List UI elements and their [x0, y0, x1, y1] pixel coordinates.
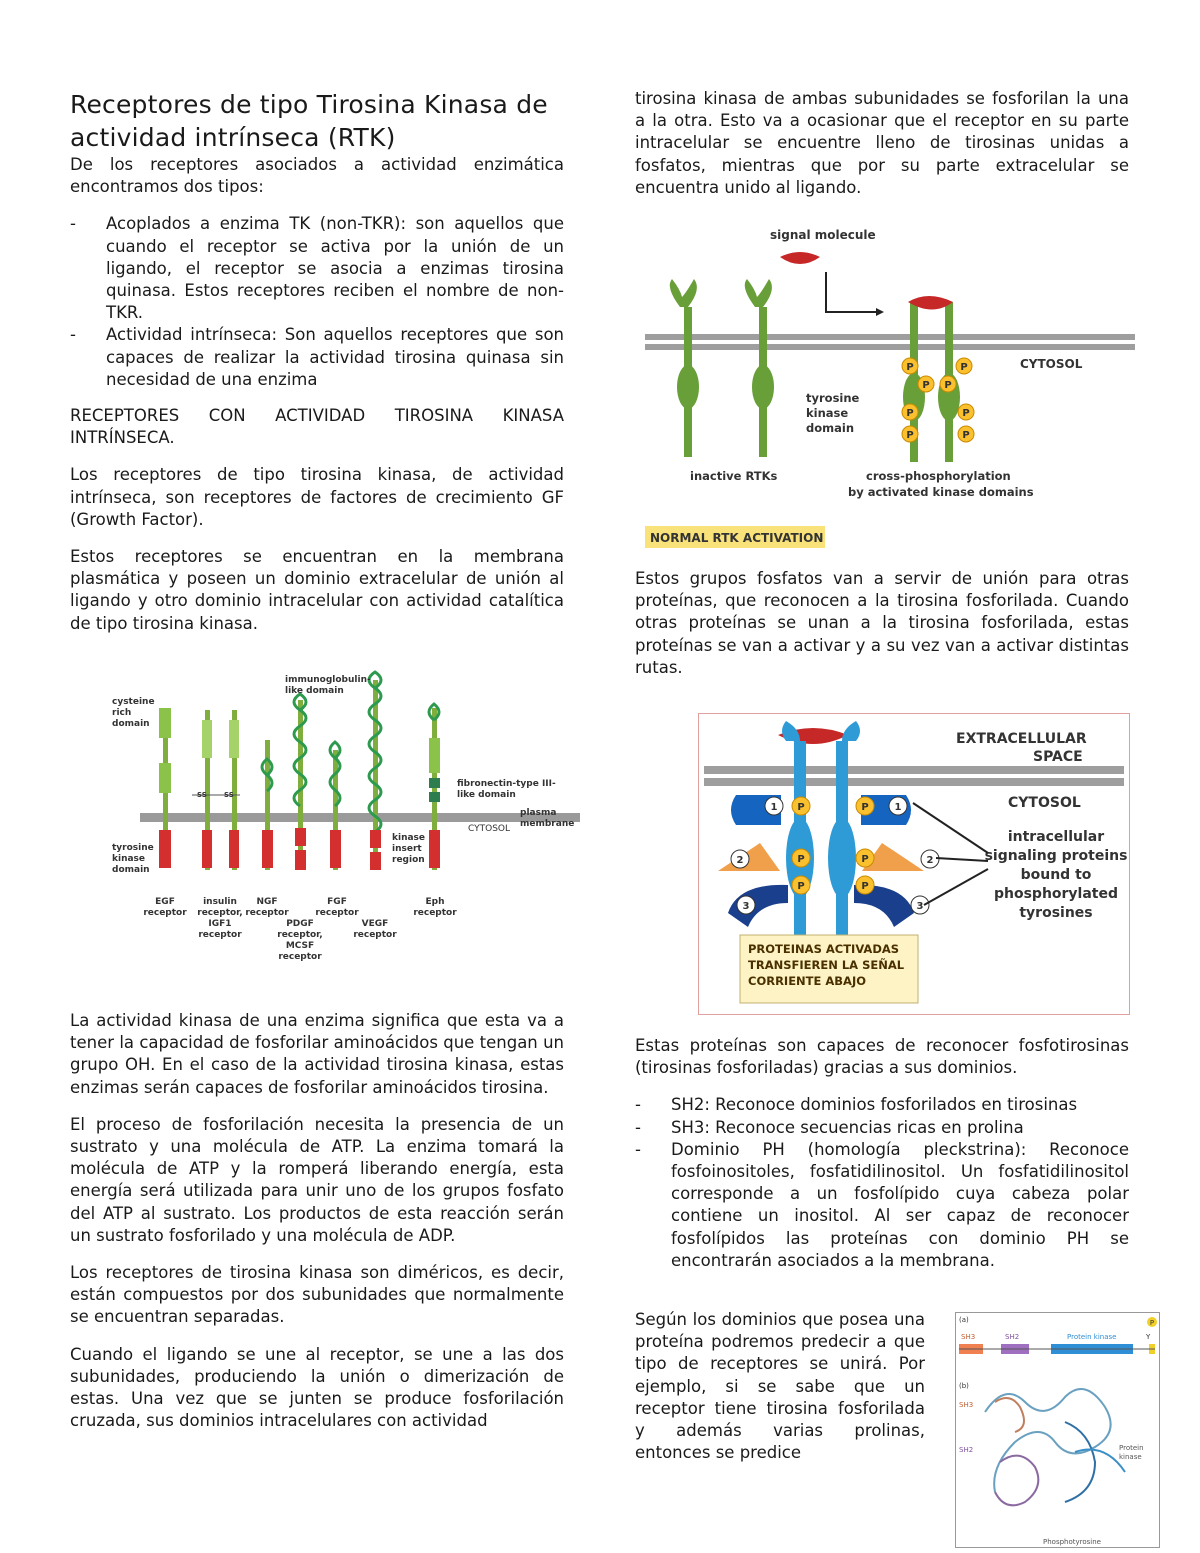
label-a: (a): [959, 1316, 969, 1324]
paragraph: Según los dominios que posea una proteína podremos predecir a que tipo de receptores se unirá. Por ejemplo, si se sabe que un receptor tiene tirosina fosforilada y además varias prolinas, entonces se predice: [635, 1310, 925, 1463]
paragraph: Estas proteínas son capaces de reconocer fosfotirosinas (tirosinas fosforiladas) gracias a sus dominios.: [635, 1036, 1129, 1078]
paragraph: tirosina kinasa de ambas subunidades se fosforilan la una a la otra. Esto va a ocasionar que el receptor en su parte intracelular se encuentre lleno de tirosinas unidas a fosfatos, mientras que por su parte extracelular se encuentra unido al ligando.: [635, 89, 1129, 197]
domain-number: 1: [894, 802, 902, 813]
label-kinase-insert: kinase: [392, 833, 426, 843]
list-item: - SH3: Reconoce secuencias ricas en prolina: [635, 1117, 1129, 1139]
receptor-name: receptor: [413, 908, 457, 918]
receptor-name: receptor: [278, 952, 322, 962]
receptor-name: receptor: [198, 930, 242, 940]
label-membrane: membrane: [520, 819, 575, 829]
label-domain: domain: [112, 719, 150, 729]
domain-number: 2: [736, 855, 744, 866]
label-phosphotyrosine: Phosphotyrosine: [1043, 1538, 1101, 1546]
domain-number: 3: [742, 901, 750, 912]
label-ss: SS: [224, 791, 234, 799]
receptor-name: receptor,: [197, 908, 243, 918]
label-immuno: immunoglobulin-: [285, 675, 371, 685]
receptor-types-list: [70, 213, 564, 391]
label-sh2: SH2: [1005, 1333, 1020, 1341]
signal-molecule-shape: [780, 252, 820, 264]
receptor-name: receptor: [353, 930, 397, 940]
banner-label: NORMAL RTK ACTIVATION: [650, 531, 824, 545]
box-line: PROTEINAS ACTIVADAS: [748, 942, 900, 956]
phosphate-label: P: [922, 380, 930, 391]
paragraph: Los receptores de tirosina kinasa son diméricos, es decir, están compuestos por dos subunidades que normalmente se encuentran separadas.: [70, 1263, 564, 1327]
page-title: Receptores de tipo Tirosina Kinasa de actividad intrínseca (RTK): [70, 90, 548, 152]
right-column-middle: [635, 568, 1129, 694]
paragraph: Cuando el ligando se une al receptor, se une a las dos subunidades, produciendo la unión o dimerización de estas. Una vez que se junten se produce fosforilación cruzada, sus dominios intracelulares con actividad: [70, 1344, 564, 1431]
right-column-lower: [635, 1035, 1129, 1286]
phosphate-label: P: [960, 362, 968, 373]
receptor-name: EGF: [155, 897, 175, 907]
rtk-activation-figure: [640, 222, 1140, 552]
phosphate-label: P: [797, 802, 805, 813]
receptor-name: receptor,: [277, 930, 323, 940]
label-kinase: kinase: [1119, 1453, 1142, 1461]
list-item: - Actividad intrínseca: Son aquellos receptores que son capaces de realizar la actividad tirosina quinasa sin necesidad de una enzima: [70, 324, 564, 391]
label-fibronectin: fibronectin-type III-: [457, 779, 556, 789]
phosphate-label: P: [861, 881, 869, 892]
label-isp: intracellular: [1007, 829, 1105, 845]
label-cytosol: CYTOSOL: [1008, 795, 1081, 811]
receptor-name: VEGF: [361, 919, 389, 929]
label-immuno-2: like domain: [285, 686, 344, 696]
vegf-receptor-shape: [369, 672, 381, 870]
label-cytosol: CYTOSOL: [468, 824, 511, 834]
phosphate-label: P: [906, 408, 914, 419]
fgf-receptor-shape: [330, 742, 341, 870]
phosphate-label: P: [861, 802, 869, 813]
label-kinase-domain: domain: [112, 865, 150, 875]
paragraph: Estos grupos fosfatos van a servir de unión para otras proteínas, que reconocen a la tirosina fosforilada. Cuando otras proteínas se unan a la tirosina fosforilada, estas proteínas se van a activar y a su vez van a activar distintas rutas.: [635, 569, 1129, 677]
phosphate-label: P: [906, 362, 914, 373]
receptor-name: PDGF: [286, 919, 314, 929]
label-p: P: [1149, 1319, 1155, 1327]
label-sh3-b: SH3: [959, 1401, 974, 1409]
box-line: TRANSFIEREN LA SEÑAL: [748, 958, 905, 972]
domain-number: 1: [770, 802, 778, 813]
phosphate-label: P: [944, 380, 952, 391]
paragraph: Estos receptores se encuentran en la membrana plasmática y poseen un dominio extracelular de unión al ligando y otro dominio intracelular con actividad catalítica de tipo tirosina kinasa.: [70, 547, 564, 633]
ngf-receptor-shape: [262, 740, 273, 870]
phosphate-label: P: [962, 430, 970, 441]
protein-structure-figure: [955, 1312, 1160, 1548]
paragraph: Los receptores de tipo tirosina kinasa, de actividad intrínseca, son receptores de factores de crecimiento GF (Growth Factor).: [70, 465, 564, 529]
label-isp: tyrosines: [1019, 905, 1093, 921]
label-protein-kinase: Protein kinase: [1067, 1333, 1117, 1341]
phosphate-label: P: [797, 854, 805, 865]
right-column-bottom: [635, 1309, 925, 1479]
inactive-rtks: [670, 279, 774, 457]
label-protein: Protein: [1119, 1444, 1144, 1452]
label-isp: phosphorylated: [993, 886, 1119, 902]
label-cysteine: cysteine: [112, 697, 155, 707]
left-column-lower: [70, 1010, 564, 1447]
label-sh2-b: SH2: [959, 1446, 974, 1454]
left-column: [70, 88, 564, 650]
receptor-name: insulin: [203, 897, 237, 907]
label-y: Y: [1146, 1333, 1151, 1341]
phosphate-label: P: [797, 881, 805, 892]
label-signal-molecule: signal molecule: [770, 228, 876, 242]
label-inactive-rtks: inactive RTKs: [690, 469, 778, 483]
label-b: (b): [959, 1382, 969, 1390]
label-tyrosine: tyrosine: [806, 391, 860, 405]
signaling-proteins-figure: [698, 713, 1130, 1015]
label-domain: domain: [806, 421, 855, 435]
label-insert: insert: [392, 844, 422, 854]
receptor-name: Eph: [425, 897, 445, 907]
label-cross-phosphorylation: cross-phosphorylation: [866, 469, 1011, 483]
label-space: SPACE: [1033, 749, 1083, 765]
pdgf-receptor-shape: [294, 694, 306, 870]
label-kinase: kinase: [806, 406, 849, 420]
receptor-name: NGF: [256, 897, 278, 907]
receptor-name: MCSF: [285, 941, 315, 951]
domain-number: 3: [916, 901, 924, 912]
domains-list: [635, 1094, 1129, 1272]
paragraph: El proceso de fosforilación necesita la presencia de un sustrato y una molécula de ATP. La enzima tomará la molécula de ATP y la romperá liberando energía, esta energía será utilizada para unir uno de los grupos fosfato del ATP al sustrato. Los productos de esta reacción serán un sustrato fosforilado y una molécula de ADP.: [70, 1114, 564, 1245]
paragraph: La actividad kinasa de una enzima significa que esta va a tener la capacidad de fosforilar aminoácidos que tengan un grupo OH. En el caso de la actividad tirosina kinasa, estas enzimas serán capaces de fosforilar aminoácidos tirosina.: [70, 1011, 564, 1097]
label-kinase: kinase: [112, 854, 146, 864]
label-ss: SS: [197, 791, 207, 799]
label-activated-kinase: by activated kinase domains: [848, 485, 1034, 499]
right-column: [635, 88, 1129, 214]
label-isp: signaling proteins: [984, 848, 1128, 864]
list-item: - SH2: Reconoce dominios fosforilados en tirosinas: [635, 1094, 1129, 1116]
label-extracellular: EXTRACELLULAR: [956, 731, 1087, 747]
receptor-name: FGF: [327, 897, 347, 907]
label-sh3: SH3: [961, 1333, 976, 1341]
activation-arrow: [826, 272, 876, 312]
receptor-name: receptor: [143, 908, 187, 918]
phosphate-label: P: [861, 854, 869, 865]
intro-paragraph: De los receptores asociados a actividad enzimática encontramos dos tipos:: [70, 155, 564, 197]
phosphate-label: P: [962, 408, 970, 419]
egf-receptor-shape: [159, 708, 171, 868]
domain-number: 2: [926, 855, 934, 866]
box-line: CORRIENTE ABAJO: [748, 974, 867, 988]
label-fibronectin-2: like domain: [457, 790, 516, 800]
receptor-name: receptor: [315, 908, 359, 918]
eph-receptor-shape: [429, 704, 440, 870]
label-plasma: plasma: [520, 808, 557, 818]
phosphate-label: P: [906, 430, 914, 441]
list-item: - Dominio PH (homología pleckstrina): Reconoce fosfoinositoles, fosfatidilinositol. Un fosfatidilinositol corresponde a un fosfolípido cuya cabeza polar contiene un inositol. Al ser capaz de reconocer fosfolípidos las proteínas con dominio PH se encontrarán asociados a la membrana.: [635, 1139, 1129, 1272]
label-region: region: [392, 855, 425, 865]
receptor-name: receptor: [245, 908, 289, 918]
label-cytosol: CYTOSOL: [1020, 357, 1083, 371]
rtk-families-figure: [100, 670, 580, 975]
label-tyrosine: tyrosine: [112, 843, 154, 853]
list-item: - Acoplados a enzima TK (non-TKR): son aquellos que cuando el receptor se activa por la unión de un ligando, el receptor se asocia a enzimas tirosina quinasa. Estos receptores reciben el nombre de non-TKR.: [70, 213, 564, 324]
section-heading: RECEPTORES CON ACTIVIDAD TIROSINA KINASA INTRÍNSECA.: [70, 406, 564, 448]
label-rich: rich: [112, 708, 132, 718]
receptor-name: IGF1: [208, 919, 232, 929]
insulin-receptor-shape: [192, 710, 240, 870]
label-isp: bound to: [1020, 867, 1092, 883]
